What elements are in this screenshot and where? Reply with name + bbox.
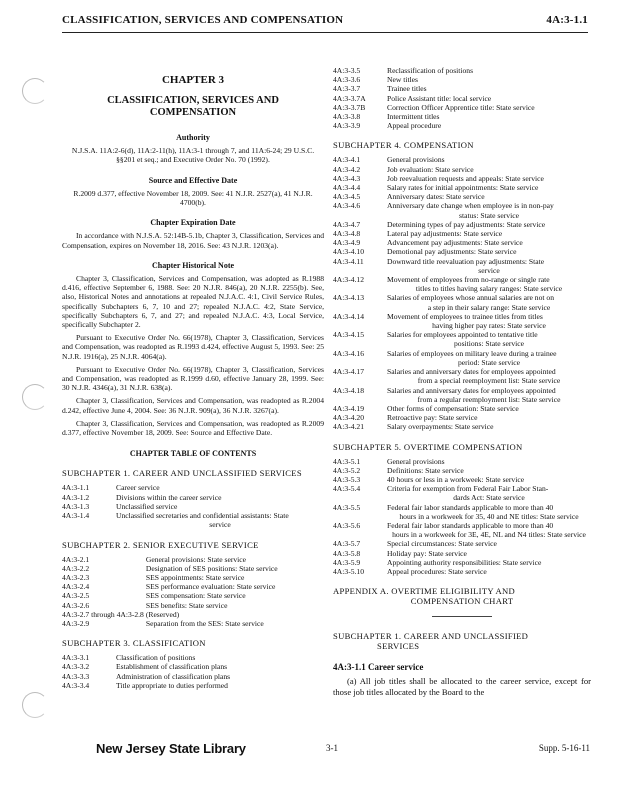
toc-entry: [62, 573, 324, 582]
toc-entry: [333, 155, 591, 164]
toc-entry: [62, 502, 324, 511]
toc-section-title: [385, 165, 591, 174]
toc-entry: [333, 539, 591, 548]
toc-title-text: Separation from the SES: State service: [145, 618, 264, 628]
toc-section-number: 4A:3-4.10: [333, 247, 365, 257]
toc-section-title: [114, 511, 324, 529]
toc-section-number: 4A:3-5.10: [333, 566, 365, 576]
toc-entry: [333, 549, 591, 558]
toc-section-number: 4A:3-3.2: [62, 662, 90, 672]
toc-section-number: 4A:3-2.9: [62, 618, 90, 628]
toc-section-number: 4A:3-2.6: [62, 600, 90, 610]
toc-section-title: [114, 502, 324, 511]
toc-left: [62, 468, 324, 689]
toc-section-number: 4A:3-5.8: [333, 548, 361, 558]
toc-section-number: 4A:3-1.4: [62, 511, 90, 521]
toc-entry: [333, 349, 591, 367]
toc-list: [62, 483, 324, 529]
toc-section-title: [385, 66, 591, 75]
toc-section-number: 4A:3-4.14: [333, 311, 365, 321]
toc-title-continuation: titles to titles having salary ranges: State service: [415, 284, 563, 294]
authority-text: N.J.S.A. 11A:2-6(d), 11A:2-11(h), 11A:3-1 through 7, and 11A:6-24; 29 U.S.C. §§201 et seq.; and Executive Order No. 70 (1992).: [71, 146, 315, 165]
chapter-name-line2: COMPENSATION: [149, 107, 237, 118]
toc-title-text: Salaries and anniversary dates for employees appointed: [387, 367, 556, 377]
toc-entry: [333, 567, 591, 576]
toc-section-title: [114, 662, 324, 671]
punch-hole-mark: [22, 384, 48, 410]
toc-section-title: [385, 75, 591, 84]
toc-title-continuation: service: [209, 520, 231, 530]
toc-section-number: 4A:3-4.8: [333, 229, 361, 239]
toc-entry: [333, 404, 591, 413]
toc-entry: [333, 275, 591, 293]
right-column: [333, 66, 591, 698]
toc-title-continuation: from a regular reemployment list: State service: [417, 394, 561, 404]
toc-entry: [333, 75, 591, 84]
toc-section-title: [114, 672, 324, 681]
history-paragraph: Chapter 3, Classification, Services and Compensation, was readopted as R.2004 d.242, effective June 4, 2004. See: 36 N.J.R. 909(a), 36 N.J.R. 3267(a).: [62, 396, 324, 415]
toc-entry: [333, 192, 591, 201]
toc-title-continuation: period: State service: [458, 357, 520, 367]
toc-entry: [62, 662, 324, 671]
toc-entry: [62, 511, 324, 529]
toc-section-number: 4A:3-3.5: [333, 66, 361, 75]
toc-entry: [333, 174, 591, 183]
toc-section-number: 4A:3-4.6: [333, 201, 361, 211]
history-paragraph: Chapter 3, Classification, Services and Compensation, was readopted as R.2009 d.377, effective November 18, 2009. See: Source and Effective Date.: [62, 418, 324, 438]
toc-section-title: [385, 521, 591, 539]
toc-section-title: [385, 404, 591, 413]
header-section-code: 4A:3-1.1: [546, 14, 588, 26]
toc-subchapter-heading: SUBCHAPTER 3. CLASSIFICATION: [62, 638, 206, 649]
toc-entry: [62, 564, 324, 573]
toc-entry: [333, 201, 591, 219]
toc-section-number: 4A:3-2.5: [62, 591, 90, 601]
toc-section-title: [385, 84, 591, 93]
toc-section-title: [385, 484, 591, 502]
toc-section-title: [385, 112, 591, 121]
toc-section-title: [385, 349, 591, 367]
source-heading: Source and Effective Date: [148, 175, 238, 185]
toc-title-text: Salaries and anniversary dates for employees appointed: [387, 385, 556, 395]
toc-entry: [333, 330, 591, 348]
toc-section-number: 4A:3-3.8: [333, 112, 361, 122]
history-heading: Chapter Historical Note: [151, 260, 235, 270]
toc-title-text: Job reevaluation requests and appeals: State service: [387, 173, 544, 183]
toc-title-text: Designation of SES positions: State service: [145, 563, 278, 573]
toc-section-number: 4A:3-1.2: [62, 492, 90, 502]
toc-section-number: 4A:3-4.15: [333, 330, 365, 340]
toc-title-text: Establishment of classification plans: [116, 662, 228, 672]
toc-section-number: 4A:3-4.16: [333, 348, 365, 358]
toc-entry: [333, 94, 591, 103]
expiration-text: In accordance with N.J.S.A. 52:14B-5.1b, Chapter 3, Classification, Services and Compensation, expires on November 18, 2016. See: 43 N.J.R. 1203(a).: [62, 231, 324, 250]
toc-section-number: 4A:3-3.7B: [333, 102, 366, 112]
toc-entry: [333, 183, 591, 192]
toc-title-text: New titles: [387, 75, 419, 85]
toc-section-title: [385, 155, 591, 164]
toc-title-text: Appeal procedure: [387, 121, 442, 131]
toc-title-text: Federal fair labor standards applicable to more than 40: [387, 502, 554, 512]
toc-heading: CHAPTER TABLE OF CONTENTS: [129, 449, 257, 459]
toc-section-title: [385, 457, 591, 466]
toc-title-text: Other forms of compensation: State service: [387, 403, 519, 413]
toc-entry: [333, 367, 591, 385]
toc-entry: [62, 681, 324, 690]
toc-section-number: 4A:3-4.20: [333, 413, 365, 423]
toc-list: [62, 555, 324, 629]
toc-entry: [333, 220, 591, 229]
toc-entry: [333, 103, 591, 112]
toc-entry: [62, 619, 324, 628]
toc-entry: [333, 257, 591, 275]
toc-section-title: [144, 555, 324, 564]
toc-section-title: [385, 220, 591, 229]
toc-subchapter-heading: SUBCHAPTER 2. SENIOR EXECUTIVE SERVICE: [62, 539, 259, 550]
toc-section-title: [385, 567, 591, 576]
toc-section-number: 4A:3-1.3: [62, 501, 90, 511]
appendix-heading: [333, 586, 591, 606]
toc-entry: [333, 165, 591, 174]
toc-title-text: Classification of positions: [116, 653, 196, 663]
toc-section-title: [385, 386, 591, 404]
toc-section-title: [385, 558, 591, 567]
toc-title-text: Intermittent titles: [387, 112, 440, 122]
source-text: R.2009 d.377, effective November 18, 2009. See: 41 N.J.R. 2527(a), 41 N.J.R. 4700(b).: [73, 188, 313, 208]
toc-title-text: Career service: [116, 483, 160, 493]
toc-title-text: Correction Officer Apprentice title: State service: [387, 102, 535, 112]
toc-section-title: [144, 601, 324, 610]
toc-entry: [333, 521, 591, 539]
toc-title-text: Salary overpayments: State service: [387, 422, 494, 432]
toc-section-number: 4A:3-5.4: [333, 484, 361, 494]
toc-subchapter-heading: SUBCHAPTER 1. CAREER AND UNCLASSIFIED SERVICES: [62, 468, 302, 479]
toc-section-title: [385, 238, 591, 247]
toc-section-number: 4A:3-3.3: [62, 671, 90, 681]
toc-section-title: [385, 174, 591, 183]
toc-section-number: 4A:3-4.11: [333, 256, 364, 266]
toc-section-number: 4A:3-3.7A: [333, 93, 366, 103]
toc-title-text: (Reserved): [145, 609, 180, 619]
toc-section-number: 4A:3-4.12: [333, 275, 365, 285]
toc-section-number: 4A:3-2.7 through 4A:3-2.8: [62, 609, 144, 619]
toc-title-continuation: hours in a workweek for 3E, 4E, NL and N4 titles: State service: [392, 530, 586, 540]
toc-section-title: [114, 493, 324, 502]
toc-section-title: [385, 312, 591, 330]
toc-section-number: 4A:3-5.2: [333, 465, 361, 475]
toc-title-continuation: a step in their salary range: State service: [427, 302, 551, 312]
toc-section-number: 4A:3-4.9: [333, 238, 361, 248]
toc-title-continuation: having higher pay rates: State service: [432, 321, 546, 331]
toc-title-text: Downward title reevaluation pay adjustments: State: [387, 256, 545, 266]
toc-title-continuation: hours in a workweek for 35, 40 and NE titles: State service: [399, 511, 579, 521]
toc-entry: [62, 672, 324, 681]
toc-section-title: [385, 121, 591, 130]
section-heading: 4A:3-1.1 Career service: [333, 662, 424, 673]
toc-entry: [333, 484, 591, 502]
toc-entry: [62, 483, 324, 492]
toc-title-text: Movement of employees to trainee titles from titles: [387, 311, 543, 321]
toc-section-title: [385, 103, 591, 112]
toc-title-text: Salaries of employees whose annual salaries are not on: [387, 293, 555, 303]
toc-entry: [333, 386, 591, 404]
toc-section-number: 4A:3-3.4: [62, 680, 90, 690]
section-text: (a) All job titles shall be allocated to the career service, except for those job titles allocated by the Board to the: [333, 676, 591, 698]
toc-section-title: [385, 94, 591, 103]
toc-title-text: General provisions: [387, 155, 445, 165]
toc-title-text: Special circumstances: State service: [387, 539, 497, 549]
toc-title-continuation: dards Act: State service: [453, 493, 525, 503]
toc-title-text: Lateral pay adjustments: State service: [387, 229, 503, 239]
toc-section-title: [144, 591, 324, 600]
toc-entry: [333, 413, 591, 422]
toc-section-number: 4A:3-5.5: [333, 502, 361, 512]
toc-entry: [62, 591, 324, 600]
toc-title-text: Appeal procedures: State service: [387, 566, 487, 576]
toc-entry: [333, 312, 591, 330]
page-footer: [96, 741, 590, 761]
toc-entry: [62, 555, 324, 564]
body-subchapter-line2: SERVICES: [377, 641, 420, 652]
toc-title-text: SES appointments: State service: [145, 572, 245, 582]
toc-right: [333, 140, 591, 576]
chapter-name-line1: CLASSIFICATION, SERVICES AND: [107, 95, 279, 106]
toc-title-text: Determining types of pay adjustments: State service: [387, 219, 546, 229]
toc-title-text: Salary rates for initial appointments: State service: [387, 183, 539, 193]
toc-section-title: [385, 475, 591, 484]
chapter-name: [62, 95, 324, 119]
toc-section-number: 4A:3-4.17: [333, 367, 365, 377]
history-paragraph: Pursuant to Executive Order No. 66(1978), Chapter 3, Classification, Services and Compensation, was readopted as R.1999 d.60, effective January 28, 1999. See: 30 N.J.R. 4346(a), 31 N.J.R. 638(a).: [62, 364, 324, 393]
toc-section-title: [385, 247, 591, 256]
body-subchapter-line1: SUBCHAPTER 1. CAREER AND UNCLASSIFIED: [333, 631, 529, 642]
toc-list: [62, 653, 324, 690]
toc-section-number: 4A:3-5.7: [333, 539, 361, 549]
toc-section-title: [385, 422, 591, 431]
history-paragraph: Chapter 3, Classification, Services and Compensation, was adopted as R.1988 d.416, effective September 6, 1988. See: 20 N.J.R. 846(a), 20 N.J.R. 2255(b). See, also, Historical Notes and annotations at repealed N.J.A.C. 4:1, Civil Service Rules, specifically Subchapters 6, 7, 10 and 27; repealed N.J.A.C. 4:2, State Service, specifically Subchapters 6, 7, and 27; and repealed N.J.A.C. 4:3, Local Service, specifically Subchapter 2.: [62, 274, 324, 330]
toc-title-text: Anniversary dates: State service: [387, 192, 485, 202]
page-number: 3-1: [326, 743, 338, 753]
punch-hole-mark: [22, 692, 48, 718]
toc-entry: [62, 653, 324, 662]
toc-section-title: [385, 257, 591, 275]
toc-section-title: [385, 503, 591, 521]
toc-list: [333, 457, 591, 577]
toc-title-continuation: from a special reemployment list: State service: [417, 376, 561, 386]
toc-section-title: [144, 610, 324, 619]
toc-title-text: 40 hours or less in a workweek: State service: [387, 474, 525, 484]
toc-title-text: General provisions: [387, 456, 445, 466]
toc-section-title: [385, 549, 591, 558]
toc-section-number: 4A:3-3.6: [333, 75, 361, 85]
body-subchapter-heading: [333, 631, 591, 651]
toc-title-text: Retroactive pay: State service: [387, 413, 478, 423]
toc-entry: [333, 112, 591, 121]
toc-title-text: Definitions: State service: [387, 465, 464, 475]
toc-entry: [333, 66, 591, 75]
toc-entry: [333, 84, 591, 93]
toc-title-text: Anniversary date change when employee is in non-pay: [387, 201, 554, 211]
toc-title-continuation: positions: State service: [453, 339, 525, 349]
toc-section-number: 4A:3-4.18: [333, 385, 365, 395]
toc-entry: [333, 558, 591, 567]
toc-title-text: General provisions: State service: [145, 554, 247, 564]
toc-section-number: 4A:3-4.21: [333, 422, 365, 432]
toc-title-text: Salaries for employees appointed to tentative title: [387, 330, 538, 340]
toc-section-title: [144, 582, 324, 591]
toc-section-title: [385, 466, 591, 475]
appendix-line2: COMPENSATION CHART: [410, 596, 514, 607]
section-divider: [432, 616, 492, 617]
toc-title-text: Divisions within the career service: [116, 492, 222, 502]
toc-section-number: 4A:3-2.2: [62, 563, 90, 573]
toc-section-title: [114, 483, 324, 492]
toc-section-number: 4A:3-4.4: [333, 183, 361, 193]
authority-heading: Authority: [176, 133, 210, 142]
toc-title-text: Demotional pay adjustments: State service: [387, 247, 517, 257]
toc-title-text: SES compensation: State service: [145, 591, 246, 601]
toc-section-number: 4A:3-5.3: [333, 474, 361, 484]
toc-title-text: Title appropriate to duties performed: [116, 680, 228, 690]
toc-section-number: 4A:3-5.9: [333, 557, 361, 567]
toc-section-number: 4A:3-4.5: [333, 192, 361, 202]
header-rule: [62, 32, 588, 33]
toc-section-number: 4A:3-4.19: [333, 403, 365, 413]
toc-entry: [333, 238, 591, 247]
toc-section-number: 4A:3-3.7: [333, 84, 361, 94]
toc-section-title: [385, 413, 591, 422]
toc-title-text: Movement of employees from no-range or single rate: [387, 275, 550, 285]
toc-section-title: [144, 573, 324, 582]
left-column: [62, 60, 324, 690]
toc-title-text: Police Assistant title: local service: [387, 93, 492, 103]
toc-section-number: 4A:3-5.6: [333, 520, 361, 530]
library-stamp: New Jersey State Library: [96, 741, 246, 756]
toc-entry: [333, 466, 591, 475]
toc-entry: [333, 457, 591, 466]
toc-section-number: 4A:3-4.13: [333, 293, 365, 303]
toc-section-title: [144, 619, 324, 628]
toc-entry: [333, 229, 591, 238]
toc-title-text: Appointing authority responsibilities: State service: [387, 557, 542, 567]
toc-title-text: Reclassification of positions: [387, 66, 474, 75]
toc-section-title: [385, 192, 591, 201]
toc-entry: [333, 121, 591, 130]
toc-title-text: Job evaluation: State service: [387, 164, 474, 174]
toc-entry: [62, 582, 324, 591]
toc-section-title: [114, 653, 324, 662]
toc-section-title: [385, 293, 591, 311]
toc-list: [333, 155, 591, 431]
toc-entry: [333, 422, 591, 431]
toc-section-number: 4A:3-2.3: [62, 572, 90, 582]
expiration-heading: Chapter Expiration Date: [150, 218, 236, 228]
toc-subchapter-heading: SUBCHAPTER 4. COMPENSATION: [333, 140, 474, 151]
toc-entry: [62, 601, 324, 610]
toc-section-number: 4A:3-3.9: [333, 121, 361, 131]
punch-hole-mark: [22, 78, 48, 104]
toc-continued: [333, 66, 591, 130]
toc-subchapter-heading: SUBCHAPTER 5. OVERTIME COMPENSATION: [333, 441, 523, 452]
toc-entry: [62, 610, 324, 619]
header-title: CLASSIFICATION, SERVICES AND COMPENSATION: [62, 14, 344, 26]
toc-section-title: [144, 564, 324, 573]
toc-section-title: [385, 275, 591, 293]
toc-title-text: SES performance evaluation: State service: [145, 582, 276, 592]
toc-entry: [62, 493, 324, 502]
toc-section-number: 4A:3-3.1: [62, 653, 90, 663]
toc-entry: [333, 293, 591, 311]
toc-section-number: 4A:3-4.1: [333, 155, 361, 165]
toc-title-text: Trainee titles: [387, 84, 427, 94]
toc-title-text: Criteria for exemption from Federal Fair Labor Stan-: [387, 484, 549, 494]
toc-title-continuation: service: [478, 265, 500, 275]
toc-title-text: Advancement pay adjustments: State service: [387, 238, 523, 248]
toc-title-continuation: status: State service: [459, 210, 519, 220]
toc-entry: [333, 247, 591, 256]
supplement-date: Supp. 5-16-11: [538, 743, 590, 753]
toc-section-number: 4A:3-2.4: [62, 582, 90, 592]
toc-section-title: [385, 539, 591, 548]
toc-section-number: 4A:3-1.1: [62, 483, 90, 493]
toc-title-text: Federal fair labor standards applicable to more than 40: [387, 520, 554, 530]
history-paragraph: Pursuant to Executive Order No. 66(1978), Chapter 3, Classification, Services and Compensation, was readopted as R.1993 d.424, effective August 5, 1993. See: 25 N.J.R. 1916(a), 25 N.J.R. 4064(a).: [62, 333, 324, 361]
toc-title-text: Salaries of employees on military leave during a trainee: [387, 348, 557, 358]
toc-section-title: [385, 229, 591, 238]
toc-title-text: SES benefits: State service: [145, 600, 228, 610]
toc-title-text: Unclassified service: [116, 501, 178, 511]
toc-section-title: [385, 183, 591, 192]
toc-section-number: 4A:3-4.7: [333, 219, 361, 229]
toc-section-title: [385, 201, 591, 219]
toc-section-number: 4A:3-4.2: [333, 164, 361, 174]
toc-title-text: Holiday pay: State service: [387, 548, 467, 558]
toc-section-number: 4A:3-2.1: [62, 554, 90, 564]
toc-section-title: [385, 367, 591, 385]
toc-entry: [333, 475, 591, 484]
toc-entry: [333, 503, 591, 521]
toc-section-title: [114, 681, 324, 690]
chapter-number: CHAPTER 3: [161, 74, 225, 86]
toc-section-number: 4A:3-4.3: [333, 173, 361, 183]
appendix-line1: APPENDIX A. OVERTIME ELIGIBILITY AND: [333, 586, 516, 597]
running-header: [62, 14, 588, 30]
toc-section-number: 4A:3-5.1: [333, 456, 361, 466]
toc-title-text: Unclassified secretaries and confidential assistants: State: [116, 511, 289, 521]
toc-title-text: Administration of classification plans: [116, 671, 231, 681]
toc-section-title: [385, 330, 591, 348]
